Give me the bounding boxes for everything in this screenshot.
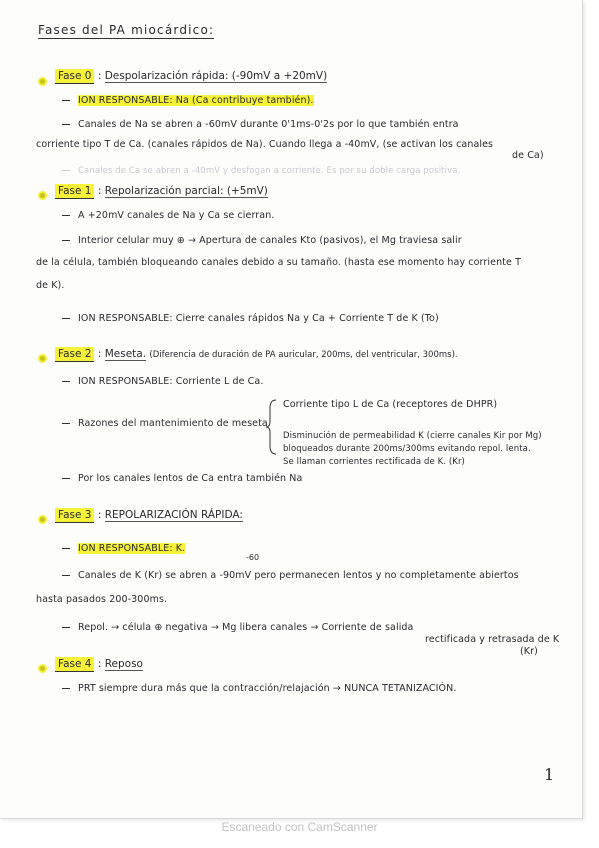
phase-2-desc: Meseta. — [104, 348, 147, 360]
page-number: 1 — [544, 765, 555, 784]
phase-0-heading: Fase 0 : Despolarización rápida: (-90mV a +20mV) — [55, 69, 327, 83]
phase-4-heading: Fase 4 : Reposo — [55, 657, 143, 671]
phase-3-desc: REPOLARIZACIÓN RÁPIDA: — [104, 509, 243, 521]
phase-0-label: Fase 0 — [55, 69, 94, 84]
phase-bullet-1 — [40, 193, 45, 198]
phase-2-label: Fase 2 — [55, 347, 94, 362]
phase-bullet-2 — [40, 356, 45, 361]
phase-bullet-3 — [40, 517, 45, 522]
note-line: bloqueados durante 200ms/300ms evitando repol. lenta. — [283, 444, 531, 454]
phase-bullet-4 — [40, 666, 45, 671]
note-line: Por los canales lentos de Ca entra también Na — [62, 473, 302, 485]
note-line: ION RESPONSABLE: Cierre canales rápidos Na y Ca + Corriente T de K (To) — [62, 313, 439, 325]
note-line: rectificada y retrasada de K — [425, 634, 560, 645]
phase-2-desc-extra: (Diferencia de duración de PA auricular, 200ms, del ventricular, 300ms). — [149, 350, 458, 360]
page-title: Fases del PA miocárdico: — [38, 23, 215, 37]
note-line: ION RESPONSABLE: Na (Ca contribuye también). — [62, 95, 314, 107]
note-line: A +20mV canales de Na y Ca se cierran. — [62, 210, 274, 222]
note-line: de K). — [36, 280, 65, 291]
phase-3-heading: Fase 3 : REPOLARIZACIÓN RÁPIDA: — [55, 508, 243, 522]
phase-0-desc: Despolarización rápida: (-90mV a +20mV) — [104, 70, 328, 82]
note-line: Canales de Na se abren a -60mV durante 0'1ms-0'2s por lo que también entra — [62, 119, 459, 131]
phase-2-heading: Fase 2 : Meseta. (Diferencia de duración de PA auricular, 200ms, del ventricular, 300ms). — [55, 347, 458, 362]
phase-bullet-0 — [40, 79, 45, 84]
phase-4-desc: Reposo — [104, 658, 143, 670]
note-line: Razones del mantenimiento de meseta — [62, 418, 268, 430]
note-line: Se llaman corrientes rectificada de K. (Kr) — [283, 457, 465, 467]
phase-1-desc: Repolarización parcial: (+5mV) — [104, 185, 268, 197]
note-line: Interior celular muy ⊕ → Apertura de canales Kto (pasivos), el Mg traviesa salir — [62, 235, 462, 247]
note-line: Repol. → célula ⊕ negativa → Mg libera canales → Corriente de salida — [62, 622, 413, 634]
note-line: corriente tipo T de Ca. (canales rápidos de Na). Cuando llega a -40mV, (se activan los canales — [36, 139, 494, 150]
note-line: de Ca) — [512, 150, 544, 161]
note-line: hasta pasados 200-300ms. — [36, 594, 168, 605]
note-line: Disminución de permeabilidad K (cierre canales Kir por Mg) — [283, 431, 542, 441]
annotation-superscript: -60 — [246, 553, 260, 562]
faded-note-line: Canales de Ca se abren a -40mV y desfogan a corriente. Es por su doble carga positiva. — [62, 165, 460, 177]
phase-1-heading: Fase 1 : Repolarización parcial: (+5mV) — [55, 184, 268, 198]
note-line: de la célula, también bloqueando canales debido a su tamaño. (hasta ese momento hay corriente T — [36, 257, 521, 268]
phase-3-label: Fase 3 — [55, 508, 94, 523]
note-line: Canales de K (Kr) se abren a -90mV pero permanecen lentos y no completamente abiertos — [62, 570, 519, 582]
brace-icon — [265, 398, 277, 456]
phase-4-label: Fase 4 — [55, 657, 94, 672]
note-line: ION RESPONSABLE: K. — [62, 543, 185, 555]
note-line: Corriente tipo L de Ca (receptores de DHPR) — [283, 399, 498, 410]
note-line: (Kr) — [520, 646, 538, 657]
note-line: PRT siempre dura más que la contracción/relajación → NUNCA TETANIZACIÓN. — [62, 683, 456, 695]
phase-1-label: Fase 1 — [55, 184, 94, 199]
note-line: ION RESPONSABLE: Corriente L de Ca. — [62, 376, 263, 388]
scanner-watermark: Escaneado con CamScanner — [221, 820, 378, 834]
